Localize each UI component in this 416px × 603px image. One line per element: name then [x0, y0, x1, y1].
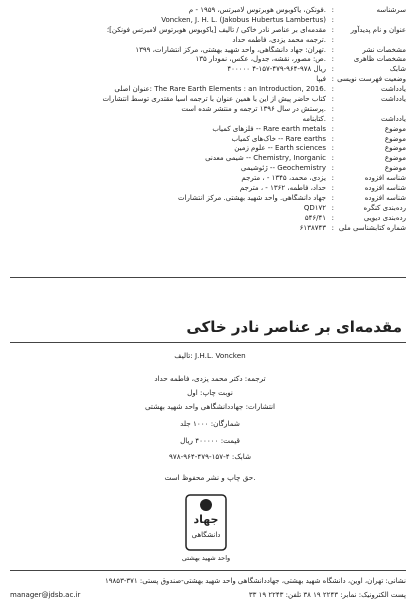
logo-word-top: جهاد — [193, 513, 219, 526]
cip-row — [12, 36, 406, 46]
cip-colon: : — [331, 6, 334, 14]
cip-label: شناسه افزوده — [364, 193, 406, 202]
cip-colon: : — [331, 95, 334, 104]
cip-label: مشخصات نشر — [362, 45, 406, 54]
cip-label: شماره کتابشناسی ملی — [338, 223, 406, 232]
cip-value: عنوان اصلی: The Rare Earth Elements : an Introduction, 2016. — [114, 85, 326, 94]
divider-footer — [10, 570, 406, 571]
cip-label: یادداشت — [381, 85, 406, 94]
book-title: مقدمه‌ای بر عناصر نادر خاکی — [186, 318, 402, 336]
logo-word-bottom: دانشگاهی — [191, 531, 221, 539]
isbn-line: شابک: ۴-۱۵۷-۴۷۹-۹۶۴-۹۷۸ — [169, 452, 251, 461]
cip-colon: : — [331, 104, 334, 113]
cip-value: فونکن، یاکوبوس هوبرتوس لامبرتس، ۱۹۵۹ - م. — [188, 6, 326, 14]
copyright-line: حق چاپ و نشر محفوظ است. — [164, 473, 256, 482]
cip-row — [12, 184, 406, 194]
cip-label: وضعیت فهرست نویسی — [337, 75, 406, 84]
cip-label: موضوع — [384, 134, 406, 143]
jahad-daneshgahi-logo — [168, 493, 244, 553]
cip-row — [12, 6, 406, 16]
print-run-line: شمارگان: ۱۰۰۰ جلد — [180, 419, 240, 428]
cip-label: عنوان و نام پدیدآور — [350, 25, 406, 34]
cip-label: مشخصات ظاهری — [353, 55, 406, 64]
cip-value: QD۱۷۲ — [303, 203, 326, 212]
footer-address: نشانی: تهران، اوین، دانشگاه شهید بهشتی، جهاددانشگاهی واحد شهید بهشتی-صندوق پستی: ۳۷۱-۱۹۸۵۳ — [105, 577, 406, 585]
cip-row — [12, 105, 406, 115]
cip-colon: : — [331, 223, 334, 232]
cip-colon: : — [331, 184, 334, 193]
cip-value: ۱۳۵ ص: مصور، نقشه، جدول، عکس، نمودار. — [195, 55, 326, 64]
cip-label: سرشناسه — [376, 6, 406, 14]
cip-colon: : — [331, 114, 334, 123]
cip-row — [12, 174, 406, 184]
cip-row — [12, 135, 406, 145]
cip-label: یادداشت — [381, 95, 406, 104]
cip-row — [12, 65, 406, 75]
cip-row — [12, 125, 406, 135]
cip-colon: : — [331, 154, 334, 163]
cip-label: شناسه افزوده — [364, 184, 406, 193]
cip-colon: : — [331, 45, 334, 54]
cip-value: یزدی، محمد، ۱۳۴۵ - ، مترجم — [241, 174, 326, 183]
cip-colon: : — [331, 55, 334, 64]
cip-label: شناسه افزوده — [364, 174, 406, 183]
cip-colon: : — [331, 134, 334, 143]
cip-value: ۶۱۳۸۷۴۳ — [299, 223, 326, 232]
cip-row — [12, 55, 406, 65]
cip-colon: : — [331, 75, 334, 84]
cip-row — [12, 144, 406, 154]
cip-colon: : — [331, 124, 334, 133]
cip-row — [12, 204, 406, 214]
cip-value: پرستش در سال ۱۳۹۶ ترجمه و منتشر شده است. — [181, 104, 326, 113]
cip-value: حداد، فاطمه، ۱۳۶۲ - ، مترجم — [239, 184, 326, 193]
cip-value: کتاب حاضر پیش از این با همین عنوان با ترجمه اسیا مقتدری توسط انتشارات — [102, 95, 326, 104]
footer-contact: پست الکترونیک: نمابر: ۲۲۴۳ ۱۹ ۳۸ تلفن: ۲۲۴۳ ۱۹ ۳۳ — [248, 591, 406, 599]
cip-value: علوم زمین -- Earth sciences — [234, 144, 326, 153]
cip-colon: : — [331, 174, 334, 183]
cip-label: موضوع — [384, 144, 406, 153]
divider-top — [10, 277, 406, 278]
cip-value: شیمی معدنی -- Chemistry, Inorganic — [205, 154, 326, 163]
cip-value: جهاد دانشگاهی. واحد شهید بهشتی. مرکز انتشارات — [177, 193, 326, 202]
cip-row — [12, 85, 406, 95]
cataloging-record — [12, 6, 406, 233]
cip-label: رده‌بندی دیویی — [363, 213, 406, 222]
cip-colon: : — [331, 25, 334, 34]
cip-colon: : — [331, 85, 334, 94]
edition-line: نوبت چاپ: اول — [187, 388, 233, 397]
cip-colon: : — [331, 193, 334, 202]
cip-label: موضوع — [384, 164, 406, 173]
logo-caption: واحد شهید بهشتی — [181, 554, 231, 562]
cip-value: ۵۴۶/۴۱ — [304, 213, 326, 222]
cip-value: ژئوشیمی -- Geochemistry — [240, 164, 326, 173]
cip-label: رده‌بندی کنگره — [363, 203, 406, 212]
cip-value: فیپا — [316, 75, 326, 84]
translator-line: ترجمه: دکتر محمد یزدی، فاطمه حداد — [154, 374, 266, 383]
cip-row — [12, 214, 406, 224]
cip-value: Voncken, J. H. L. (Jakobus Hubertus Lambertus) — [161, 15, 326, 24]
cip-row — [12, 164, 406, 174]
cip-value: ۴۰۰۰۰۰ ریال ۹۷۸-۹۶۴-۴۷۹-۱۵۷-۴ — [227, 65, 326, 74]
cip-row — [12, 75, 406, 85]
cip-colon: : — [331, 35, 334, 44]
cip-colon: : — [331, 65, 334, 74]
cip-value: مقدمه‌ای بر عناصر نادر خاکی / تالیف [یاکوبوس هوبرتوس لامبرتس فونکن]؛ — [106, 25, 326, 34]
title-underline — [10, 342, 406, 343]
cip-label: موضوع — [384, 154, 406, 163]
cip-value: خاک‌های کمیاب -- Rare earths — [231, 134, 326, 143]
cip-row — [12, 26, 406, 36]
publisher-line: انتشارات: جهاددانشگاهی واحد شهید بهشتی — [144, 402, 276, 411]
footer-email: manager@jdsb.ac.ir — [10, 591, 81, 599]
cip-row — [12, 115, 406, 125]
cip-label: یادداشت — [381, 114, 406, 123]
cip-value: تهران: جهاد دانشگاهی، واحد شهید بهشتی، مرکز انتشارات، ۱۳۹۹. — [135, 45, 326, 54]
cip-colon: : — [331, 203, 334, 212]
price-line: قیمت: ۴۰۰۰۰۰ ریال — [180, 436, 240, 445]
cip-label: موضوع — [384, 124, 406, 133]
cip-value: کتابنامه. — [302, 114, 326, 123]
cip-value: فلزهای کمیاب -- Rare earth metals — [212, 124, 326, 133]
cip-row — [12, 154, 406, 164]
cip-colon: : — [331, 15, 334, 24]
cip-row — [12, 95, 406, 105]
cip-value: ترجمه محمد یزدی، فاطمه حداد. — [232, 35, 326, 44]
cip-row — [12, 194, 406, 204]
cip-colon: : — [331, 144, 334, 153]
cip-colon: : — [331, 213, 334, 222]
author-line: تالیف: J.H.L. Voncken — [174, 351, 246, 360]
cip-row — [12, 16, 406, 26]
cip-row — [12, 46, 406, 56]
cip-row — [12, 224, 406, 234]
cip-colon: : — [331, 164, 334, 173]
cip-label: شابک — [389, 65, 406, 74]
